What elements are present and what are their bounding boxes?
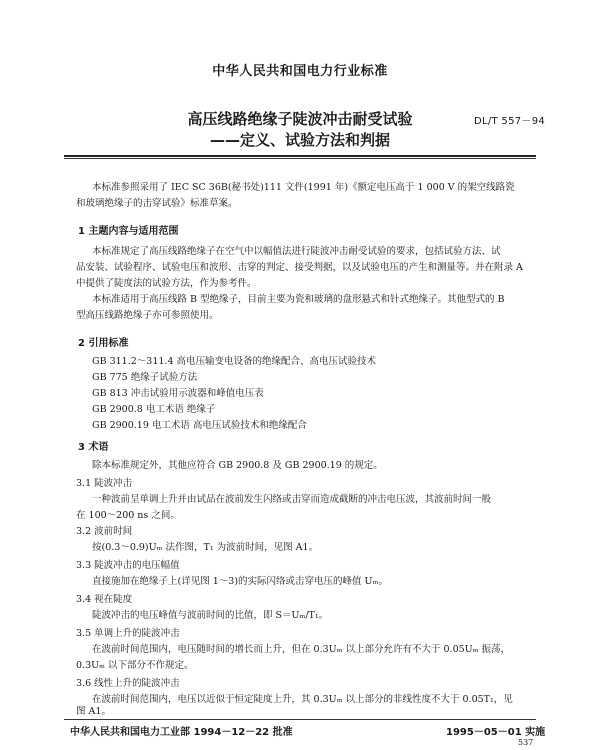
section-1-para2-line2: 型高压线路绝缘子亦可参照使用。: [76, 310, 219, 321]
section-3-intro: 除本标准规定外，其他应符合 GB 2900.8 及 GB 2900.19 的规定。: [92, 460, 383, 471]
reference-item: GB 813 冲击试验用示波器和峰值电压表: [92, 388, 264, 399]
section-1-para1-line1: 本标准规定了高压线路绝缘子在空气中以幅值法进行陡波冲击耐受试验的要求，包括试验方法、试: [92, 246, 501, 257]
term-3-6-line2: 图 A1。: [76, 706, 111, 717]
section-2-heading: 2 引用标准: [78, 338, 129, 349]
standard-organization: 中华人民共和国电力行业标准: [212, 64, 388, 79]
term-3-1-title: 3.1 陡波冲击: [76, 478, 133, 489]
reference-item: GB 311.2～311.4 高电压输变电设备的绝缘配合、高电压试验技术: [92, 356, 377, 367]
term-3-4-title: 3.4 视在陡度: [76, 594, 133, 605]
section-1-para1-line3: 中提供了陡度法的试验方法，作为参考件。: [76, 278, 257, 289]
section-1-para1-line2: 品安装、试验程序、试验电压和波形、击穿的判定、接受判据，以及试验电压的产生和测量等。并在附录 A: [76, 262, 523, 273]
implementation-date: 1995－05－01 实施: [446, 727, 546, 738]
term-3-3-title: 3.3 陡波冲击的电压幅值: [76, 560, 180, 571]
term-3-2-line1: 按(0.3～0.9)Uₘ 法作图，T₁ 为波前时间，见图 A1。: [92, 542, 319, 553]
section-1-heading: 1 主题内容与适用范围: [78, 226, 179, 237]
document-title-line2: ——定义、试验方法和判据: [209, 131, 390, 149]
term-3-1-line2: 在 100～200 ns 之间。: [76, 510, 180, 521]
reference-item: GB 2900.8 电工术语 绝缘子: [92, 404, 216, 415]
term-3-6-line1: 在波前时间范围内，电压以近似于恒定陡度上升，其 0.3Uₘ 以上部分的非线性度不大于 0.05T₁，见: [92, 694, 513, 705]
term-3-5-line2: 0.3Uₘ 以下部分不作规定。: [76, 660, 194, 671]
footer-divider: [64, 719, 536, 720]
term-3-5-line1: 在波前时间范围内，电压随时间的增长而上升，但在 0.3Uₘ 以上部分允许有不大于 0.05Uₘ 振荡，: [92, 644, 511, 655]
intro-line-1: 本标准参照采用了 IEC SC 36B(秘书处)111 文件(1991 年)《额定电压高于 1 000 V 的架空线路瓷: [92, 182, 515, 193]
page-number: 537: [518, 738, 534, 747]
header-divider: [64, 155, 536, 157]
section-3-heading: 3 术语: [78, 442, 109, 453]
approval-statement: 中华人民共和国电力工业部 1994－12－22 批准: [70, 727, 293, 738]
term-3-1-line1: 一种波前呈单调上升并由试品在波前发生闪络或击穿而造成截断的冲击电压波，其波前时间一般: [92, 494, 492, 505]
term-3-4-line1: 陡波冲击的电压峰值与波前时间的比值，即 S＝Uₘ/T₁。: [92, 610, 329, 621]
standard-code: DL/T 557－94: [474, 116, 546, 127]
term-3-3-line1: 直接施加在绝缘子上(详见图 1～3)的实际闪络或击穿电压的峰值 Uₘ。: [92, 576, 388, 587]
term-3-5-title: 3.5 单调上升的陡波冲击: [76, 628, 180, 639]
document-title-line1: 高压线路绝缘子陡波冲击耐受试验: [187, 110, 413, 128]
reference-item: GB 2900.19 电工术语 高电压试验技术和绝缘配合: [92, 420, 307, 431]
term-3-6-title: 3.6 线性上升的陡波冲击: [76, 678, 180, 689]
header-divider-thin: [64, 158, 536, 159]
reference-item: GB 775 绝缘子试验方法: [92, 372, 198, 383]
term-3-2-title: 3.2 波前时间: [76, 526, 133, 537]
intro-line-2: 和玻璃绝缘子的击穿试验》标准草案。: [76, 198, 238, 209]
section-1-para2-line1: 本标准适用于高压线路 B 型绝缘子，目前主要为瓷和玻璃的盘形悬式和针式绝缘子。其他型式的 B: [92, 294, 505, 305]
